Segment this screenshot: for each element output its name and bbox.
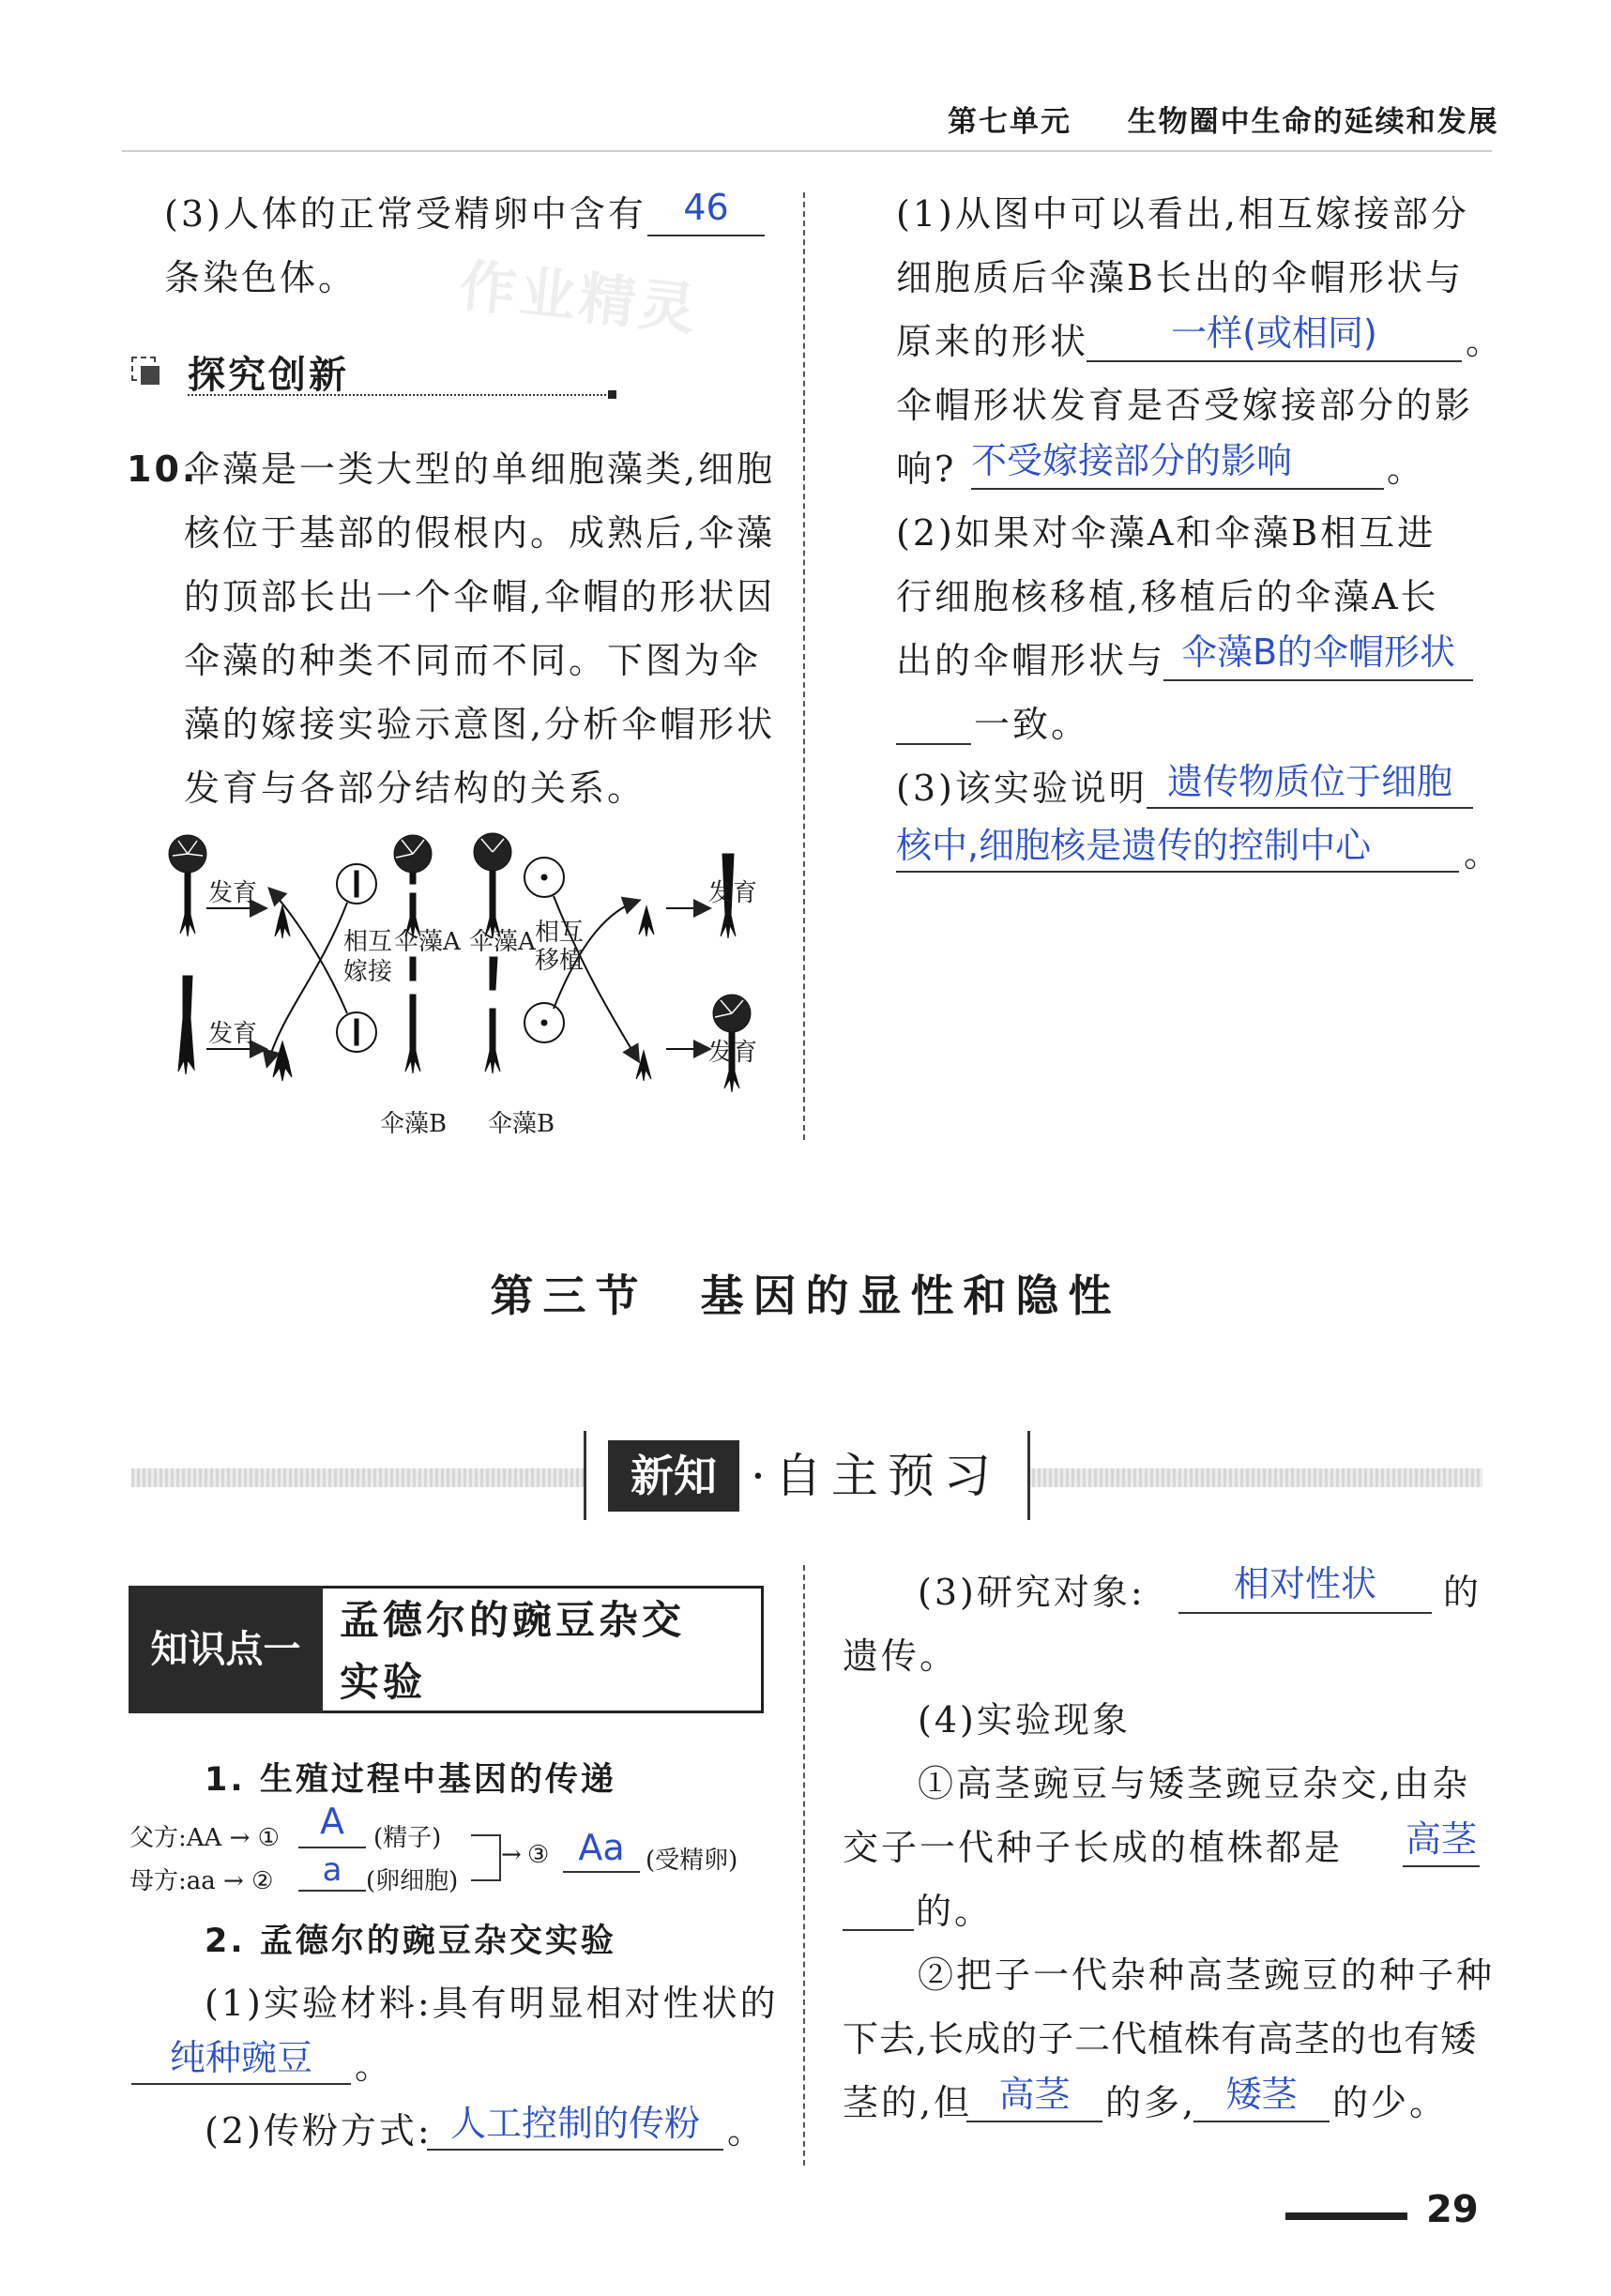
p1-answer-line-cont — [843, 1929, 914, 1931]
p2-suffix: 的少。 — [1332, 2082, 1449, 2123]
q10-1-answer2-line — [971, 488, 1384, 490]
p2-answer1: 高茎 — [998, 2074, 1071, 2115]
knowledge-title-line2: 实验 — [340, 1659, 427, 1705]
father-label: 父方:AA — [129, 1824, 222, 1852]
item1-title: 1. 生殖过程中基因的传递 — [205, 1761, 616, 1799]
m3-answer-line — [1178, 1612, 1432, 1614]
m2-answer: 人工控制的传粉 — [449, 2103, 700, 2144]
m1-answer-line — [131, 2083, 351, 2085]
zygote-answer: Aa — [578, 1827, 625, 1868]
q9-3-answer-line — [647, 235, 765, 236]
explore-rule-end — [608, 390, 616, 399]
explore-rule — [188, 394, 610, 396]
q10-2-answer-line — [1163, 679, 1473, 681]
arrow-to-zygote-icon: → — [501, 1841, 522, 1869]
knowledge-title-line1: 孟德尔的豌豆杂交 — [340, 1597, 686, 1643]
q10-1-line3-prefix: 原来的形状 — [896, 321, 1089, 362]
m2-prefix: (2)传粉方式: — [205, 2110, 433, 2152]
p2-answer2: 矮茎 — [1225, 2074, 1298, 2115]
header-title: 生物圈中生命的延续和发展 — [1127, 105, 1499, 139]
q10-stem-line: 核位于基部的假根内。成熟后,伞藻 — [184, 512, 776, 554]
figure-label-graft: 相互 — [343, 928, 393, 956]
q10-2-answer: 伞藻B的伞帽形状 — [1180, 631, 1456, 673]
p1-answer-line — [1403, 1865, 1480, 1867]
figure-label-alga-a: 伞藻A — [394, 928, 461, 956]
p2-answer1-line — [966, 2121, 1102, 2122]
q10-2-line3-prefix: 出的伞帽形状与 — [896, 640, 1166, 681]
circle-2: ② — [251, 1867, 274, 1895]
q10-3-suffix: 。 — [1464, 833, 1503, 874]
p1-answer: 高茎 — [1405, 1818, 1477, 1860]
p1-line2-prefix: 交子一代种子长成的植株都是 — [843, 1827, 1344, 1868]
m1-line: (1)实验材料:具有明显相对性状的 — [205, 1983, 779, 2024]
p2-answer2-line — [1193, 2121, 1330, 2122]
p1-line1: ①高茎豌豆与矮茎豌豆杂交,由杂 — [918, 1763, 1471, 1804]
father-row — [129, 1818, 280, 1853]
q9-3-prefix: (3)人体的正常受精卵中含有 — [164, 193, 646, 235]
banner-rest: ·自主预习 — [751, 1449, 1000, 1503]
zygote-label: (受精卵) — [646, 1847, 738, 1875]
q10-3-answer-line2-rule — [896, 871, 1459, 873]
egg-answer: a — [322, 1851, 342, 1889]
figure-label-transplant: 移植 — [535, 947, 585, 975]
explore-label: 探究创新 — [188, 354, 349, 397]
q10-1-line5-suffix: 。 — [1387, 449, 1426, 490]
q10-3-prefix: (3)该实验说明 — [896, 768, 1147, 809]
p1-line3-suffix: 的。 — [916, 1891, 994, 1932]
q10-1-answer1: 一样(或相同) — [1171, 312, 1377, 354]
q10-1-line2: 细胞质后伞藻B长出的伞帽形状与 — [896, 257, 1464, 298]
m3-suffix: 的 — [1443, 1572, 1482, 1613]
m4-line: (4)实验现象 — [918, 1699, 1131, 1741]
q10-number: 10. — [127, 449, 199, 490]
q10-2-line2: 行细胞核移植,移植后的伞藻A长 — [896, 576, 1439, 617]
q10-1-line3-suffix: 。 — [1466, 321, 1505, 362]
watermark: 作业精灵 — [456, 252, 703, 344]
q10-stem-line: 藻的嫁接实验示意图,分析伞帽形状 — [184, 704, 776, 745]
q9-3-answer: 46 — [683, 187, 729, 228]
q10-3-answer-line2: 核中,细胞核是遗传的控制中心 — [896, 825, 1372, 866]
figure-label-develop: 发育 — [208, 879, 258, 907]
explore-icon — [131, 357, 160, 385]
q10-1-line4: 伞帽形状发育是否受嫁接部分的影 — [896, 385, 1474, 426]
m1-answer: 纯种豌豆 — [169, 2037, 312, 2078]
knowledge-badge-text: 知识点一 — [150, 1628, 301, 1671]
zygote-answer-line — [563, 1871, 640, 1873]
column-divider-top — [803, 192, 805, 1140]
sperm-label: (精子) — [373, 1824, 442, 1852]
m1-suffix: 。 — [355, 2045, 394, 2087]
q10-2-line4-suffix: 一致。 — [974, 704, 1090, 745]
page-number: 29 — [1426, 2188, 1479, 2231]
mother-label: 母方:aa — [129, 1867, 216, 1895]
circle-3: ③ — [527, 1841, 550, 1869]
mother-row — [129, 1862, 273, 1896]
section-title: 第三节 基因的显性和隐性 — [490, 1270, 1121, 1321]
figure-label-alga-b: 伞藻B — [488, 1110, 555, 1138]
q10-stem-line: 伞藻的种类不同而不同。下图为伞 — [184, 640, 762, 681]
banner-tag-text: 新知 — [631, 1451, 717, 1501]
item2-title: 2. 孟德尔的豌豆杂交实验 — [205, 1923, 616, 1960]
figure-label-develop: 发育 — [708, 879, 758, 907]
figure-label-alga-b: 伞藻B — [380, 1110, 448, 1138]
figure-label-transplant: 相互 — [535, 919, 585, 947]
arrow-icon: → — [229, 1824, 251, 1852]
sperm-answer: A — [320, 1801, 344, 1842]
m2-suffix: 。 — [727, 2110, 767, 2152]
q10-3-answer-line1: 遗传物质位于细胞 — [1166, 761, 1452, 802]
q10-1-answer1-line — [1087, 360, 1462, 362]
p2-mid: 的多, — [1105, 2082, 1197, 2123]
m3-prefix: (3)研究对象: — [918, 1572, 1146, 1613]
column-divider-bottom — [803, 1565, 805, 2166]
page-number-bar — [1285, 2212, 1407, 2220]
q10-1-line5-prefix: 响? — [896, 449, 957, 490]
q10-stem-line: 的顶部长出一个伞帽,伞帽的形状因 — [184, 576, 776, 617]
acetabularia-graft-figure — [160, 826, 798, 1154]
egg-label: (卵细胞) — [366, 1867, 459, 1895]
bracket-icon — [471, 1834, 501, 1881]
m3-line2: 遗传。 — [843, 1635, 959, 1677]
m3-answer: 相对性状 — [1233, 1563, 1376, 1604]
q10-1-answer2: 不受嫁接部分的影响 — [971, 440, 1293, 481]
q9-3-suffix: 条染色体。 — [164, 257, 357, 298]
header-rule — [122, 150, 1492, 152]
p2-line1: ②把子一代杂种高茎豌豆的种子种 — [918, 1954, 1496, 1996]
figure-label-alga-a: 伞藻A — [469, 928, 536, 956]
figure-drawing — [160, 826, 798, 1154]
figure-label-develop: 发育 — [708, 1039, 758, 1067]
header-unit: 第七单元 — [948, 105, 1071, 139]
figure-label-graft: 嫁接 — [343, 958, 393, 986]
q10-1-line1: (1)从图中可以看出,相互嫁接部分 — [896, 193, 1469, 235]
q10-stem-line: 伞藻是一类大型的单细胞藻类,细胞 — [184, 449, 776, 490]
p2-line2: 下去,长成的子二代植株有高茎的也有矮 — [843, 2018, 1478, 2060]
figure-label-develop: 发育 — [208, 1020, 258, 1048]
arrow-icon: → — [223, 1867, 244, 1895]
m2-answer-line — [427, 2149, 723, 2151]
circle-1: ① — [257, 1824, 280, 1852]
p2-line3-prefix: 茎的,但 — [843, 2082, 973, 2123]
q10-3-answer-line — [1147, 807, 1473, 809]
q10-2-answer-line-cont — [896, 743, 971, 745]
q10-stem-line: 发育与各部分结构的关系。 — [184, 768, 646, 809]
q10-2-line1: (2)如果对伞藻A和伞藻B相互进 — [896, 512, 1436, 554]
